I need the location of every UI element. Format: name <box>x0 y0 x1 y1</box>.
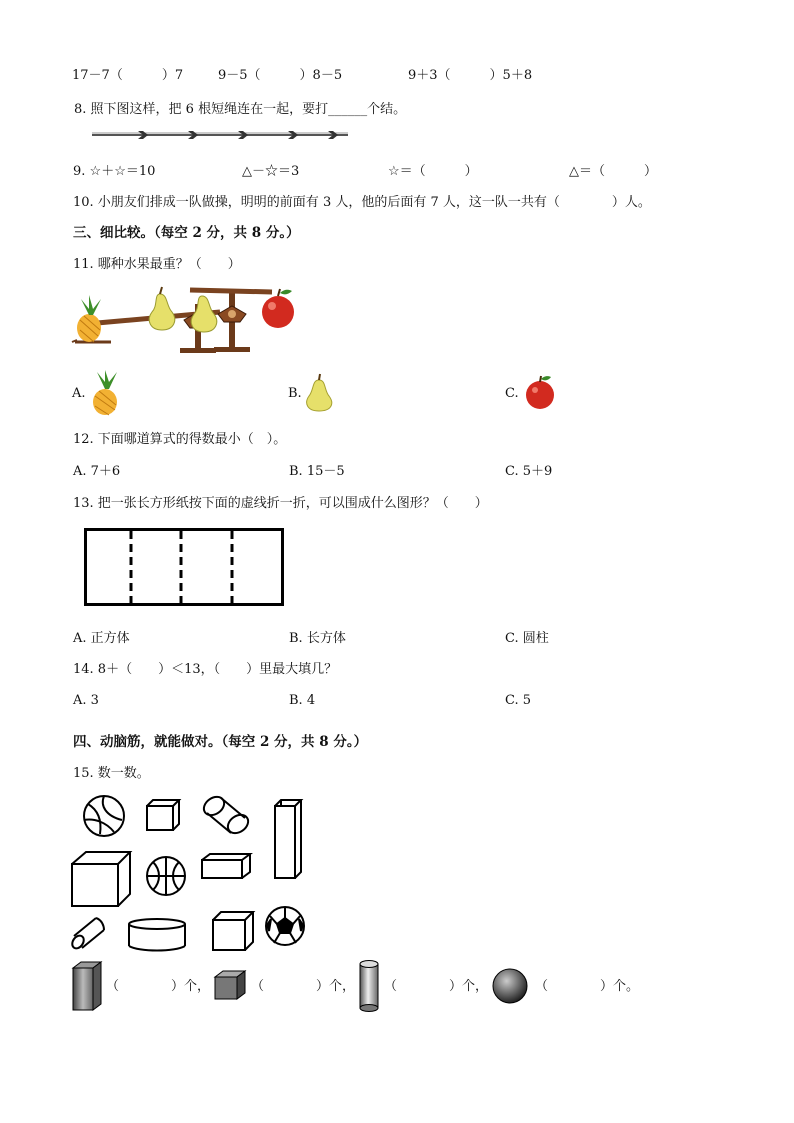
q13-option-a: A. 正方体 <box>73 631 130 646</box>
q11-option-b-label: B. <box>288 386 302 401</box>
flat-cylinder-icon <box>129 919 185 951</box>
pineapple-icon <box>90 370 120 416</box>
apple-icon <box>262 289 294 328</box>
q11-option-a-label: A. <box>72 386 86 401</box>
q7-item-b: 9－5（ ）8－5 <box>218 68 343 83</box>
section4-title: 四、动脑筋，就能做对。（每空 2 分，共 8 分。） <box>73 734 368 750</box>
cube-icon <box>213 969 247 1003</box>
q14-option-c: C. 5 <box>505 693 532 708</box>
solids-counting-image <box>70 792 320 952</box>
pear-icon <box>305 374 333 412</box>
cylinder-icon <box>70 918 104 951</box>
q15-blank-cuboid: （ ）个， <box>106 979 211 994</box>
q13-stem: 13. 把一张长方形纸按下面的虚线折一折，可以围成什么图形？（ ） <box>73 496 488 511</box>
q9-item-a: 9. ☆＋☆＝10 <box>73 164 156 179</box>
balance-scales-image <box>72 284 300 354</box>
q11-stem: 11. 哪种水果最重？（ ） <box>73 257 241 272</box>
q14-option-b: B. 4 <box>289 693 316 708</box>
cube-icon <box>72 852 130 906</box>
q7-item-a: 17－7（ ）7 <box>72 68 184 83</box>
q15-stem: 15. 数一数。 <box>73 766 150 781</box>
q13-option-b: B. 长方体 <box>289 631 346 646</box>
cuboid-prism-icon <box>71 960 103 1012</box>
soccer-ball-icon <box>266 907 304 945</box>
volleyball-icon <box>84 796 124 836</box>
cuboid-icon <box>202 854 250 878</box>
section3-title: 三、细比较。（每空 2 分，共 8 分。） <box>73 225 300 241</box>
q12-option-b: B. 15－5 <box>289 464 345 479</box>
cube-icon <box>147 800 179 830</box>
q12-stem: 12. 下面哪道算式的得数最小（ ）。 <box>73 432 287 447</box>
q10-text: 10. 小朋友们排成一队做操，明明的前面有 3 人，他的后面有 7 人，这一队一共有（ ）人。 <box>73 195 651 210</box>
pineapple-icon <box>77 295 101 342</box>
pear-icon <box>191 296 217 332</box>
q13-option-c: C. 圆柱 <box>505 631 549 646</box>
q14-option-a: A. 3 <box>73 693 99 708</box>
q15-blank-cylinder: （ ）个， <box>384 979 489 994</box>
tall-cuboid-icon <box>275 800 301 878</box>
q11-option-c-label: C. <box>505 386 519 401</box>
q9-item-b: △－☆＝3 <box>242 164 300 179</box>
q7-item-c: 9＋3（ ）5＋8 <box>408 68 533 83</box>
cube-icon <box>213 912 253 950</box>
q15-blank-sphere: （ ）个。 <box>535 979 640 994</box>
q14-stem: 14. 8＋（ ）＜13，（ ）里最大填几？ <box>73 662 338 677</box>
sphere-icon <box>491 967 529 1005</box>
q8-text: 8. 照下图这样，把 6 根短绳连在一起，要打______个结。 <box>74 102 407 117</box>
q15-blank-cube: （ ）个， <box>251 979 356 994</box>
paper-outline <box>86 530 283 605</box>
q12-option-a: A. 7＋6 <box>73 464 121 479</box>
pear-icon <box>149 287 175 330</box>
apple-icon <box>524 376 556 410</box>
q9-item-c: ☆＝（ ） <box>388 164 478 179</box>
folding-paper-diagram <box>84 528 286 608</box>
cylinder-icon <box>357 958 381 1014</box>
cylinder-icon <box>200 793 251 837</box>
q12-option-c: C. 5＋9 <box>505 464 553 479</box>
rope-knots-image <box>90 128 350 142</box>
basketball-icon <box>147 857 185 895</box>
q9-item-d: △＝（ ） <box>569 164 657 179</box>
